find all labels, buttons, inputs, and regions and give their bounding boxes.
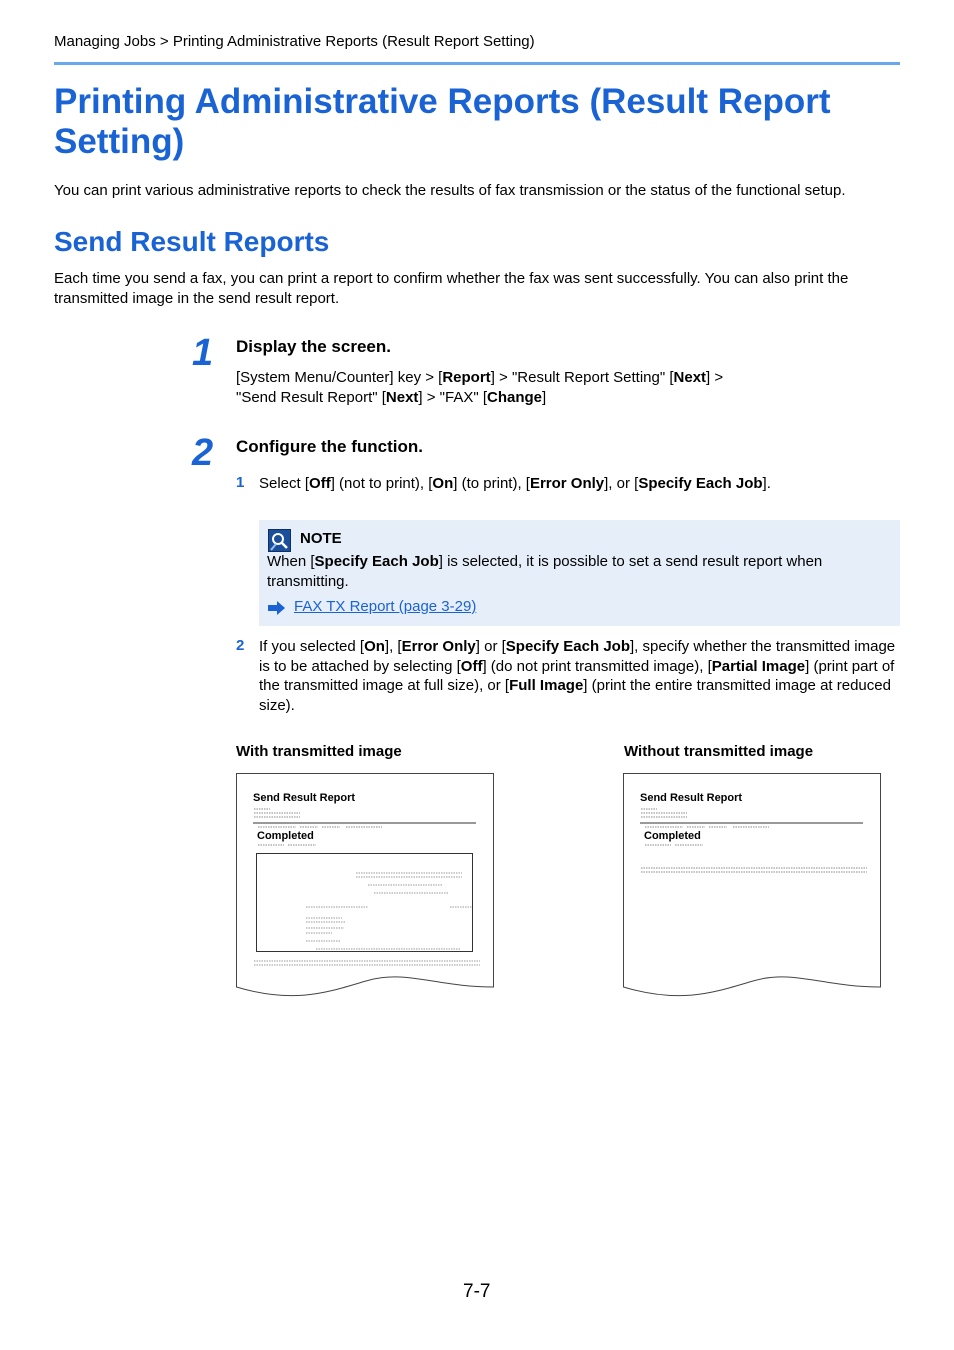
report-2-status: Completed [644, 830, 701, 842]
intro-text: You can print various administrative reports to check the results of fax transmission or the status of the functional setup. [54, 182, 846, 199]
note-box [259, 520, 900, 626]
step-1-body [236, 368, 723, 407]
figure-caption-without-image: Without transmitted image [624, 743, 814, 760]
report-paper-illustration [236, 773, 494, 1003]
report-paper-illustration [623, 773, 881, 1003]
note-icon [268, 529, 291, 552]
report-2-title: Send Result Report [640, 792, 743, 804]
step-1-line-2: "Send Result Report" [Next] > "FAX" [Change] [236, 388, 547, 406]
page-title: Printing Administrative Reports (Result Report Setting) [54, 82, 831, 161]
substep-2-text: If you selected [On], [Error Only] or [Specify Each Job], specify whether the transmitted image is to be attached by selecting [Off] (do not print transmitted image), [Partial Image] (print part of the transmitted image at full size), or [Full Image] (print the entire transmitted image at reduced size). [259, 638, 896, 714]
substep-number-2: 2 [236, 637, 245, 654]
arrow-right-icon [268, 601, 286, 615]
report-1-title: Send Result Report [253, 792, 356, 804]
step-number-1: 1 [192, 332, 214, 374]
note-text: When [Specify Each Job] is selected, it is possible to set a send result report when transmitting. [267, 553, 823, 590]
fax-tx-report-link[interactable]: FAX TX Report (page 3-29) [294, 598, 477, 615]
section-title: Send Result Reports [54, 226, 330, 257]
section-paragraph: Each time you send a fax, you can print a report to confirm whether the fax was sent successfully. You can also print the transmitted image in the send result report. [54, 270, 849, 307]
breadcrumb: Managing Jobs > Printing Administrative Reports (Result Report Setting) [54, 33, 535, 50]
step-number-2: 2 [192, 432, 214, 474]
report-without-image [623, 773, 881, 1003]
report-1-status: Completed [257, 830, 314, 842]
note-label: NOTE [300, 530, 342, 547]
substep-number-1: 1 [236, 474, 245, 491]
figure-caption-with-image: With transmitted image [236, 743, 402, 760]
step-2-title: Configure the function. [236, 437, 423, 456]
step-1-title: Display the screen. [236, 337, 391, 356]
step-1-line-1: [System Menu/Counter] key > [Report] > "Result Report Setting" [Next] > [236, 369, 724, 386]
report-with-image [236, 773, 494, 1003]
page-number: 7-7 [463, 1281, 491, 1302]
header-rule [54, 62, 900, 65]
substep-1-text: Select [Off] (not to print), [On] (to print), [Error Only], or [Specify Each Job]. [259, 475, 771, 492]
